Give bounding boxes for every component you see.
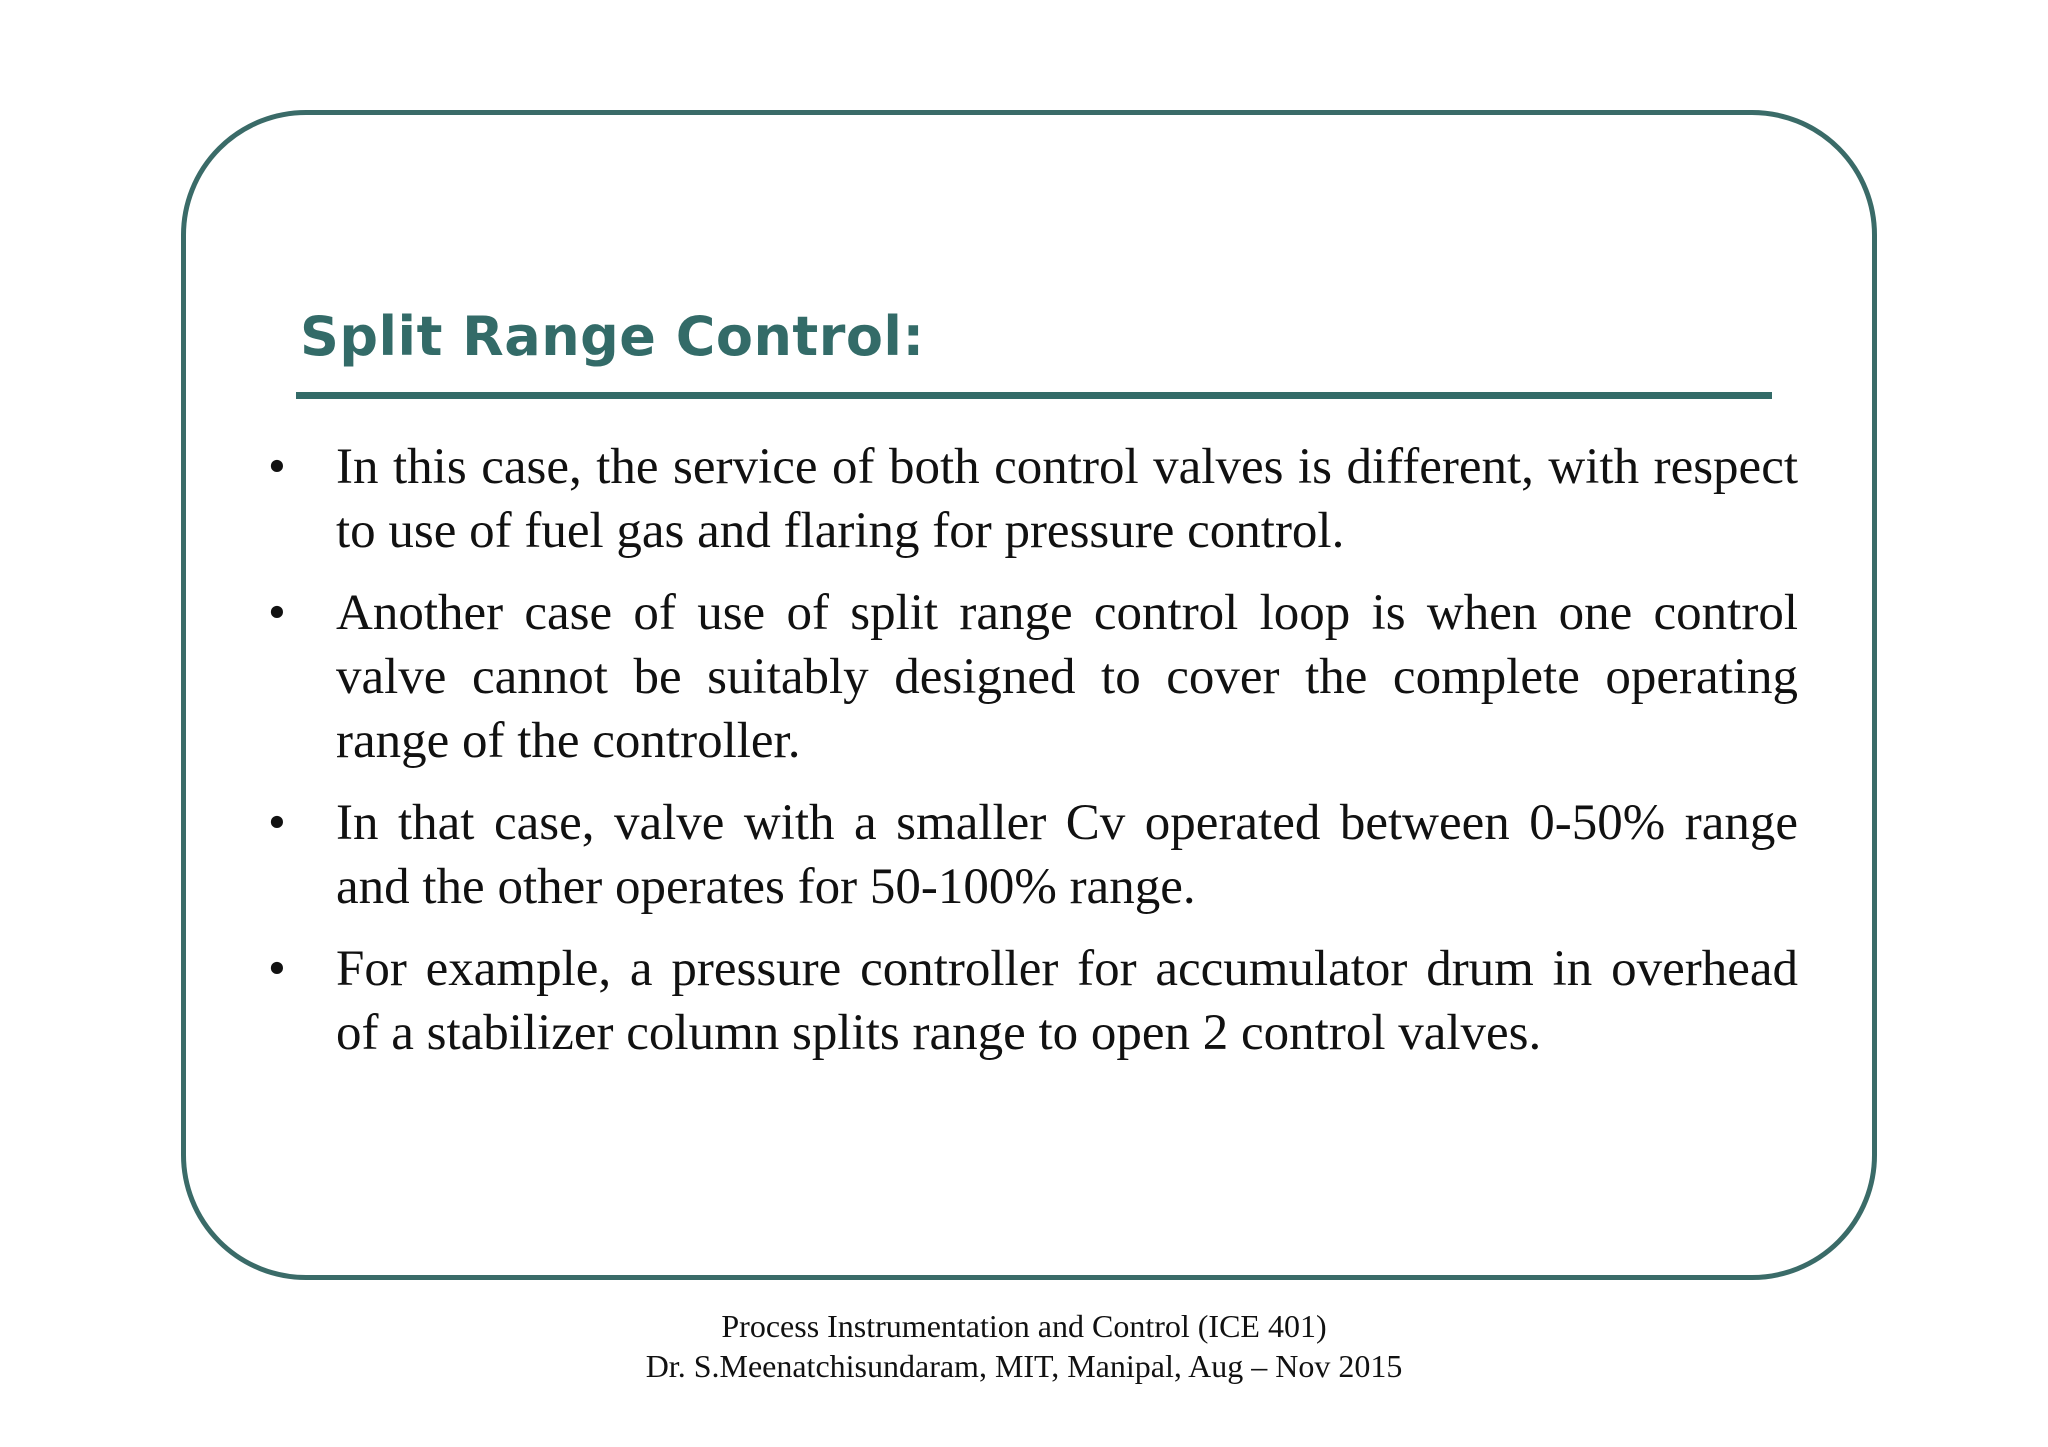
- slide-title: Split Range Control:: [300, 305, 925, 368]
- bullet-dot-icon: •: [268, 941, 286, 997]
- bullet-list: [260, 435, 1798, 1083]
- footer-course: Process Instrumentation and Control (ICE 401): [721, 1308, 1327, 1344]
- bullet-dot-icon: •: [268, 439, 286, 495]
- bullet-text: For example, a pressure controller for accumulator drum in overhead of a stabilizer column splits range to open 2 control valves.: [336, 941, 1798, 1061]
- bullet-dot-icon: •: [268, 795, 286, 851]
- bullet-text: In that case, valve with a smaller Cv operated between 0-50% range and the other operates for 50-100% range.: [336, 795, 1798, 915]
- bullet-item: [260, 435, 1798, 563]
- bullet-text: In this case, the service of both control valves is different, with respect to use of fuel gas and flaring for pressure control.: [336, 439, 1798, 559]
- bullet-item: [260, 791, 1798, 919]
- bullet-item: [260, 581, 1798, 773]
- footer-author: Dr. S.Meenatchisundaram, MIT, Manipal, Aug – Nov 2015: [645, 1348, 1403, 1384]
- bullet-text: Another case of use of split range control loop is when one control valve cannot be suitably designed to cover the complete operating range of the controller.: [336, 585, 1798, 769]
- title-underline: [296, 392, 1772, 399]
- bullet-dot-icon: •: [268, 585, 286, 641]
- bullet-item: [260, 937, 1798, 1065]
